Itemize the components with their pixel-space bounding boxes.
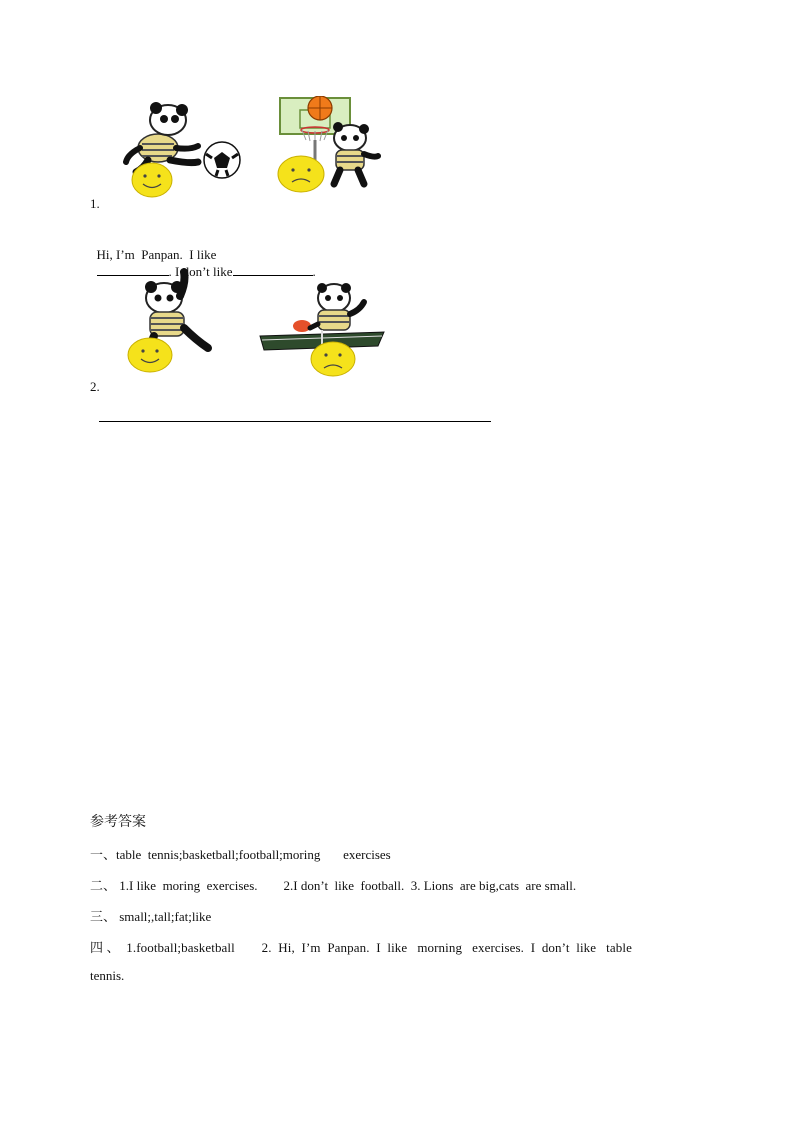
smiley-face-icon <box>127 337 173 373</box>
question-2-answer-line[interactable] <box>99 421 491 422</box>
sad-face-icon <box>277 155 325 193</box>
answer-blank-dont-like[interactable] <box>233 263 313 276</box>
question-2-number: 2. <box>90 379 100 394</box>
answer-line-3: 三、 small;,tall;fat;like <box>90 909 212 924</box>
answer-line-1: 一、table tennis;basketball;football;moring exercises <box>90 847 391 862</box>
answer-line-2: 二、 1.I like moring exercises. 2.I don’t like football. 3. Lions are big,cats are small. <box>90 878 577 893</box>
answers-heading: 参考答案 <box>90 814 146 830</box>
sentence-part-1: Hi, I’m Panpan. I like <box>96 247 217 262</box>
question-1-number: 1. <box>90 196 100 211</box>
answer-line-4: 四 、 1.football;basketball 2. Hi, I’m Panpan. I like morning exercises. I don’t like table <box>90 940 632 955</box>
sad-face-icon <box>310 341 356 377</box>
smiley-face-icon <box>131 162 173 198</box>
sentence-part-2: . I don’t like <box>168 264 233 279</box>
sentence-end: . <box>312 264 316 279</box>
answer-line-5: tennis. <box>90 968 125 983</box>
